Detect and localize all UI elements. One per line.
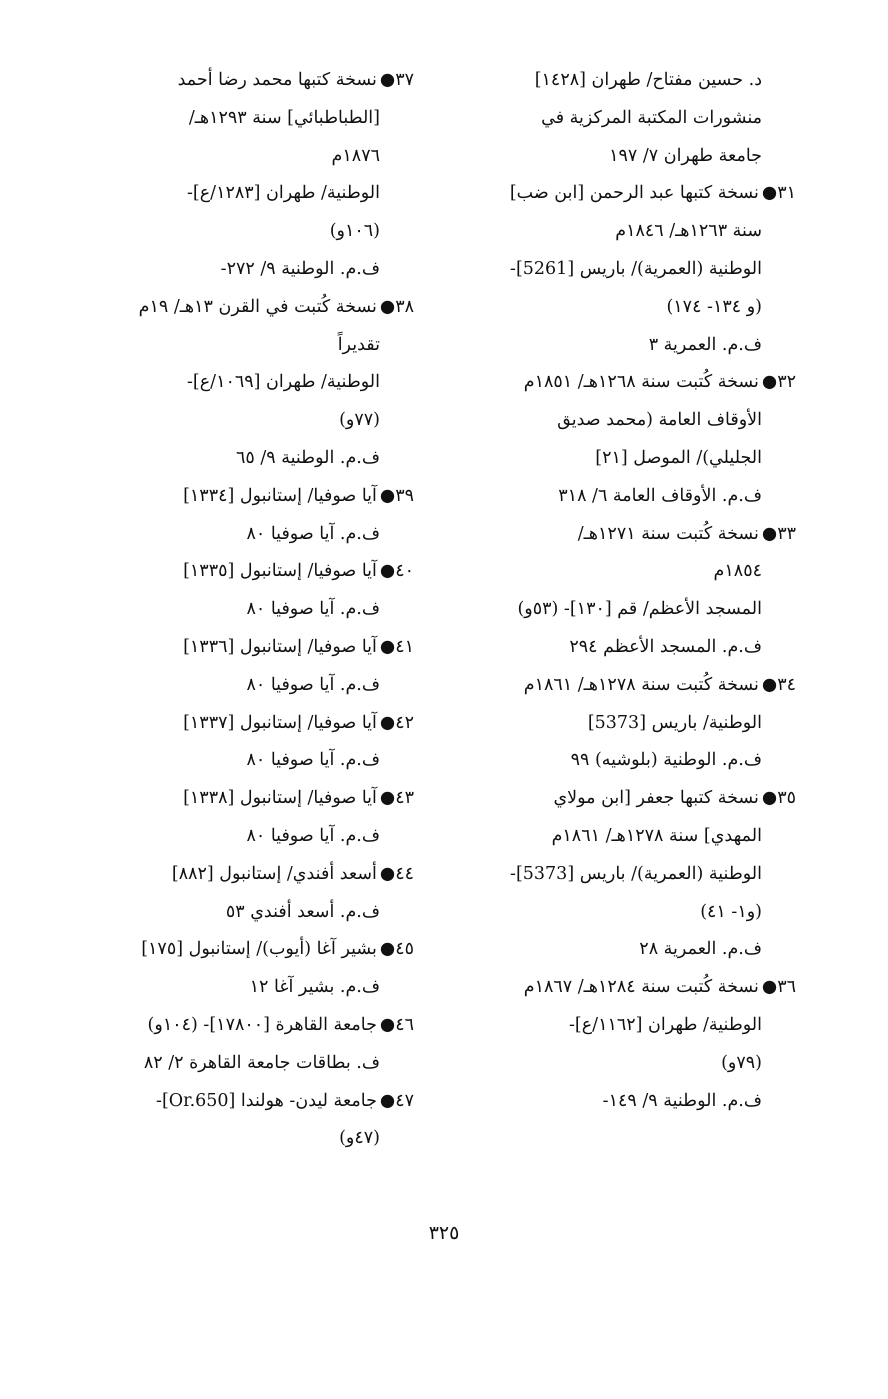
entry-number: ٤٧ [395, 1090, 414, 1111]
entry-text: الوطنية/ طهران [١٢٨٣/ع]- [186, 183, 380, 204]
bullet-icon: ● [761, 977, 778, 998]
entry-text: ف.م. العمرية ٢٨ [639, 939, 762, 960]
entry-line [64, 364, 414, 402]
catalog-entry [446, 516, 796, 667]
entry-line [64, 1045, 414, 1083]
bullet-icon: ● [379, 296, 396, 317]
entry-text: ف.م. آيا صوفيا ٨٠ [246, 750, 380, 771]
entry-line [446, 440, 796, 478]
entry-text: ف.م. الأوقاف العامة ٦/ ٣١٨ [558, 485, 762, 506]
entry-number: ٤١ [395, 636, 414, 657]
entry-text: آيا صوفيا/ إستانبول [١٣٣٧] [183, 712, 377, 733]
entry-line [64, 440, 414, 478]
entry-heading-line [64, 289, 414, 327]
entry-line [64, 251, 414, 289]
entry-heading-line [446, 364, 796, 402]
entry-text: المهدي] سنة ١٢٧٨هـ/ ١٨٦١م [551, 825, 762, 846]
catalog-entry [446, 667, 796, 780]
entry-line [64, 100, 414, 138]
bullet-icon: ● [761, 372, 778, 393]
entry-text: ف.م. أسعد أفندي ٥٣ [225, 901, 380, 922]
entry-number: ٤٤ [395, 863, 414, 884]
entry-heading-line [64, 780, 414, 818]
entry-line [446, 138, 796, 176]
entry-text: الجليلي)/ الموصل [٢١] [595, 447, 762, 468]
entry-text: بشير آغا (أيوب)/ إستانبول [١٧٥] [141, 939, 377, 960]
catalog-entry [64, 931, 414, 1007]
entry-line [446, 100, 796, 138]
entry-line [64, 327, 414, 365]
entry-line [64, 591, 414, 629]
entry-line [64, 402, 414, 440]
entry-text: [الطباطبائي] سنة ١٢٩٣هـ/ [188, 107, 380, 128]
entry-text: ف.م. الوطنية (بلوشيه) ٩٩ [570, 750, 762, 771]
bullet-icon: ● [379, 788, 396, 809]
entry-line [64, 818, 414, 856]
entry-number: ٤٦ [395, 1014, 414, 1035]
entry-line [64, 969, 414, 1007]
entry-heading-line [446, 516, 796, 554]
entry-text: ف.م. آيا صوفيا ٨٠ [246, 674, 380, 695]
entry-number: ٣٨ [395, 296, 414, 317]
entry-number: ٤٥ [395, 939, 414, 960]
entry-heading-line [64, 62, 414, 100]
entry-heading-line [64, 931, 414, 969]
entry-text: (٧٩و) [721, 1052, 762, 1073]
entry-line [446, 629, 796, 667]
entry-number: ٣٤ [777, 674, 796, 695]
entry-line [64, 175, 414, 213]
entry-number: ٣٣ [777, 523, 796, 544]
catalog-entry [64, 856, 414, 932]
entry-line [446, 62, 796, 100]
bullet-icon: ● [379, 863, 396, 884]
entry-line [446, 894, 796, 932]
entry-heading-line [446, 780, 796, 818]
entry-heading-line [446, 175, 796, 213]
entry-text: آيا صوفيا/ إستانبول [١٣٣٦] [183, 636, 377, 657]
catalog-entry [64, 1083, 414, 1159]
entry-heading-line [64, 856, 414, 894]
entry-line [446, 553, 796, 591]
page-number: ٣٢٥ [428, 1222, 460, 1244]
bullet-icon: ● [761, 183, 778, 204]
entry-text: الوطنية/ طهران [١١٦٢/ع]- [568, 1014, 762, 1035]
entry-heading-line [64, 553, 414, 591]
bullet-icon: ● [761, 523, 778, 544]
entry-text: (٧٧و) [339, 410, 380, 431]
entry-heading-line [446, 667, 796, 705]
entry-number: ٣٩ [395, 485, 414, 506]
left-column [64, 62, 414, 1158]
entry-text: نسخة كُتبت في القرن ١٣هـ/ ١٩م [138, 296, 377, 317]
bullet-icon: ● [379, 1014, 396, 1035]
entry-text: ١٨٧٦م [331, 145, 380, 166]
entry-line [446, 742, 796, 780]
entry-text: الوطنية (العمرية)/ باريس [5373]- [510, 863, 762, 884]
entry-number: ٤٣ [395, 788, 414, 809]
entry-number: ٣٦ [777, 977, 796, 998]
entry-text: ف.م. المسجد الأعظم ٢٩٤ [569, 636, 762, 657]
entry-heading-line [446, 969, 796, 1007]
catalog-entry [64, 62, 414, 289]
catalog-entry [64, 780, 414, 856]
entry-text: ف.م. بشير آغا ١٢ [249, 977, 380, 998]
entry-text: أسعد أفندي/ إستانبول [٨٨٢] [171, 863, 377, 884]
bullet-icon: ● [379, 1090, 396, 1111]
bullet-icon: ● [379, 561, 396, 582]
catalog-entry [64, 1007, 414, 1083]
entry-line [446, 1007, 796, 1045]
entry-text: (٤٧و) [339, 1128, 380, 1149]
entry-line [446, 251, 796, 289]
entry-line [446, 289, 796, 327]
entry-line [446, 856, 796, 894]
bullet-icon: ● [761, 788, 778, 809]
catalog-entry [64, 553, 414, 629]
entry-line [64, 894, 414, 932]
entry-line [446, 931, 796, 969]
entry-text: جامعة القاهرة [١٧٨٠٠]- (١٠٤و) [147, 1014, 377, 1035]
entry-text: ف.م. الوطنية ٩/ ٢٧٢- [220, 258, 380, 279]
entry-text: ف. بطاقات جامعة القاهرة ٢/ ٨٢ [143, 1052, 380, 1073]
catalog-entry [446, 969, 796, 1120]
catalog-entry [64, 705, 414, 781]
entry-number: ٣٧ [395, 70, 414, 90]
entry-line [446, 478, 796, 516]
entry-line [446, 213, 796, 251]
entry-heading-line [64, 478, 414, 516]
right-column [446, 62, 796, 1120]
entry-number: ٣١ [777, 183, 796, 204]
entry-text: ف.م. الوطنية ٩/ ١٤٩- [602, 1090, 762, 1111]
entry-number: ٣٥ [777, 788, 796, 809]
catalog-entry [446, 364, 796, 515]
entry-text: آيا صوفيا/ إستانبول [١٣٣٤] [183, 485, 377, 506]
entry-line [64, 516, 414, 554]
entry-text: الأوقاف العامة (محمد صديق [557, 410, 762, 431]
entry-heading-line [64, 1007, 414, 1045]
entry-text: ف.م. العمرية ٣ [648, 334, 762, 355]
bullet-icon: ● [379, 636, 396, 657]
entry-line [64, 1120, 414, 1158]
entry-line [446, 402, 796, 440]
entry-text: (١٠٦و) [329, 221, 380, 242]
catalog-entry [446, 780, 796, 969]
entry-text: المسجد الأعظم/ قم [١٣٠]- (٥٣و) [517, 599, 762, 620]
catalog-entry [446, 62, 796, 175]
bullet-icon: ● [379, 485, 396, 506]
entry-heading-line [64, 705, 414, 743]
entry-line [446, 1045, 796, 1083]
catalog-entry [446, 175, 796, 364]
bullet-icon: ● [379, 939, 396, 960]
entry-text: نسخة كُتبت سنة ١٢٧١هـ/ [577, 523, 759, 544]
entry-text: نسخة كتبها محمد رضا أحمد [177, 70, 377, 90]
catalog-entry [64, 478, 414, 554]
entry-text: نسخة كتبها جعفر [ابن مولاي [553, 788, 759, 809]
entry-line [64, 742, 414, 780]
entry-text: (و ١٣٤- ١٧٤) [666, 296, 762, 317]
entry-line [446, 705, 796, 743]
entry-text: الوطنية/ طهران [١٠٦٩/ع]- [186, 372, 380, 393]
entry-number: ٤٢ [395, 712, 414, 733]
bullet-icon: ● [379, 712, 396, 733]
entry-text: نسخة كتبها عبد الرحمن [ابن ضب] [509, 183, 759, 204]
entry-text: ف.م. آيا صوفيا ٨٠ [246, 523, 380, 544]
bullet-icon: ● [761, 674, 778, 695]
bullet-icon: ● [379, 70, 396, 90]
entry-text: جامعة طهران ٧/ ١٩٧ [609, 145, 762, 166]
entry-text: ف.م. آيا صوفيا ٨٠ [246, 825, 380, 846]
entry-text: د. حسين مفتاح/ طهران [١٤٢٨] [534, 70, 762, 90]
entry-text: آيا صوفيا/ إستانبول [١٣٣٥] [183, 561, 377, 582]
entry-text: آيا صوفيا/ إستانبول [١٣٣٨] [183, 788, 377, 809]
entry-line [446, 818, 796, 856]
entry-text: جامعة ليدن- هولندا [Or.650]- [156, 1090, 377, 1111]
entry-heading-line [64, 629, 414, 667]
entry-text: ف.م. الوطنية ٩/ ٦٥ [235, 447, 380, 468]
entry-text: الوطنية (العمرية)/ باريس [5261]- [510, 258, 762, 279]
entry-number: ٣٢ [777, 372, 796, 393]
entry-heading-line [64, 1083, 414, 1121]
entry-number: ٤٠ [395, 561, 414, 582]
entry-text: (و١- ٤١) [700, 901, 762, 922]
entry-text: نسخة كُتبت سنة ١٢٦٨هـ/ ١٨٥١م [523, 372, 759, 393]
entry-text: نسخة كُتبت سنة ١٢٧٨هـ/ ١٨٦١م [523, 674, 759, 695]
entry-text: تقديراً [337, 334, 380, 355]
entry-text: الوطنية/ باريس [5373] [587, 712, 762, 733]
entry-line [64, 667, 414, 705]
entry-text: ف.م. آيا صوفيا ٨٠ [246, 599, 380, 620]
entry-text: نسخة كُتبت سنة ١٢٨٤هـ/ ١٨٦٧م [523, 977, 759, 998]
entry-line [64, 138, 414, 176]
entry-text: سنة ١٢٦٣هـ/ ١٨٤٦م [615, 221, 762, 242]
entry-line [446, 591, 796, 629]
entry-line [64, 213, 414, 251]
catalog-entry [64, 289, 414, 478]
entry-line [446, 1083, 796, 1121]
entry-text: ١٨٥٤م [713, 561, 762, 582]
entry-text: منشورات المكتبة المركزية في [541, 107, 762, 128]
catalog-entry [64, 629, 414, 705]
entry-line [446, 327, 796, 365]
